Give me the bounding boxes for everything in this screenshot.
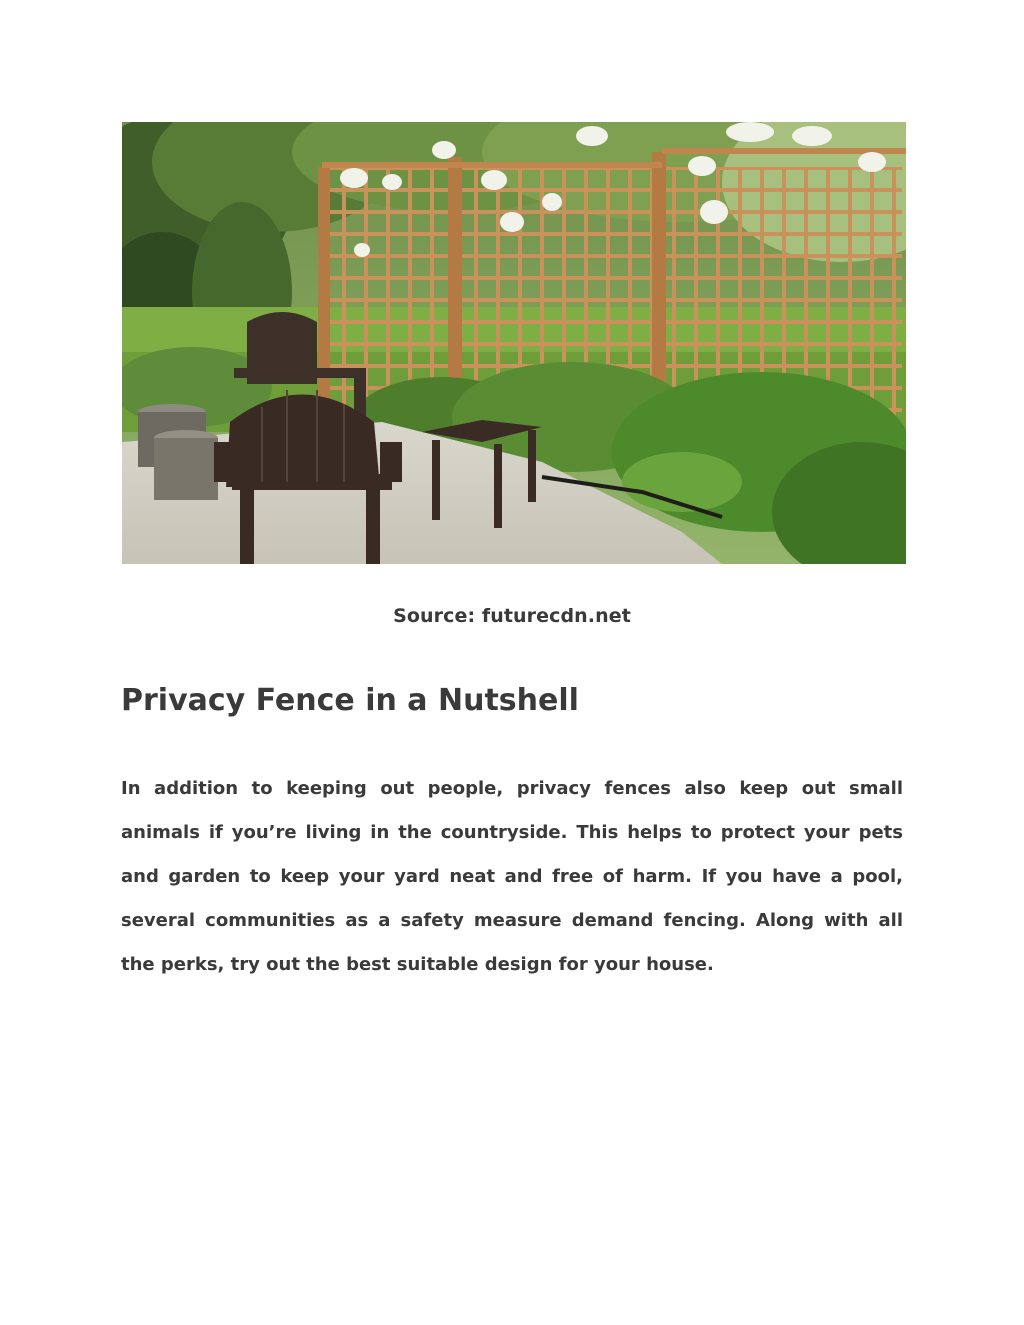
garden-scene-illustration — [122, 122, 906, 564]
section-heading: Privacy Fence in a Nutshell — [121, 683, 579, 718]
garden-trellis-photo — [122, 122, 906, 564]
section-paragraph: In addition to keeping out people, privacy fences also keep out small animals if you’re living in the countryside. This helps to protect your pets and garden to keep your yard neat and free of harm. If you have a pool, several communities as a safety measure demand fencing. Along with all the perks, try out the best suitable design for your house. — [121, 778, 903, 975]
image-source-caption: Source: futurecdn.net — [393, 605, 631, 627]
